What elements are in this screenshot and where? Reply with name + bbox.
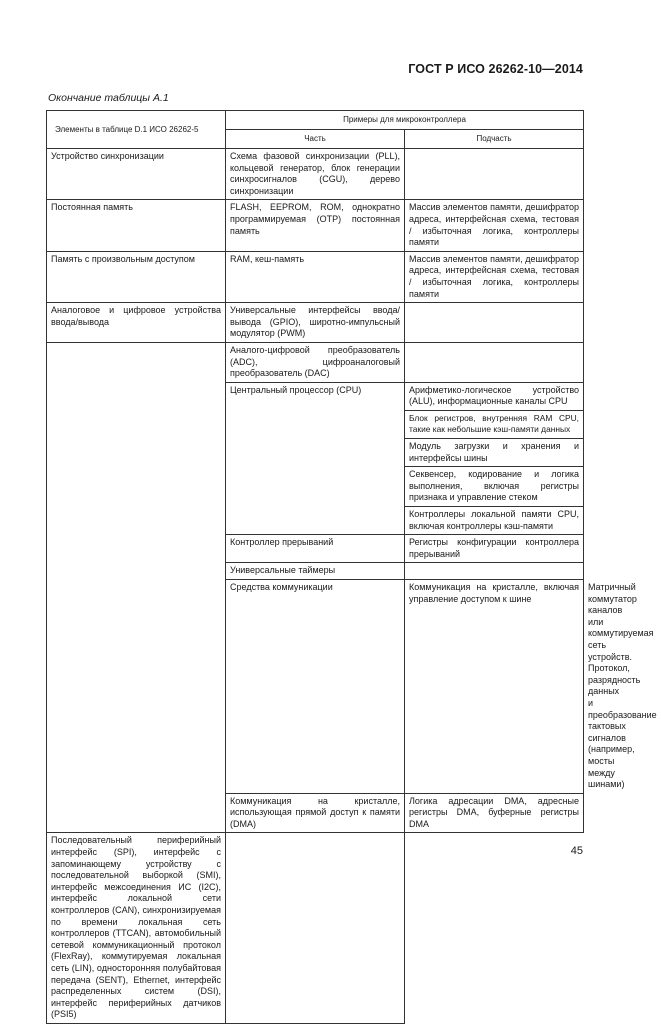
page-number: 45 xyxy=(570,845,583,857)
element-cell: Аналоговое и цифровое устройства ввода/вывода xyxy=(47,303,226,343)
subpart-cell: Секвенсер, кодирование и логика выполнения, включая регистры признака и управление стеком xyxy=(405,467,584,507)
part-cell: Последовательный периферийный интерфейс (SPI), интерфейс с запоминающему устройству с последовательной выборкой (SMI), интерфейс межсоединения ИС (I2C), интерфейс локальной сети контроллеров (CAN), синхронизируемая по времени локальная сеть контроллеров (TTCAN), автомобильный сетевой коммуникационный протокол (FlexRay), коммутируемая локальная сеть (LIN), односторонняя полубайтовая передача (SENT), Ethernet, интерфейс распределенных систем (DSI), интерфейс периферийных датчиков (PSI5) xyxy=(47,833,226,1024)
part-cell: Контроллер прерываний xyxy=(226,535,405,563)
part-cell: Центральный процессор (CPU) xyxy=(226,382,405,535)
table-row xyxy=(47,342,584,382)
subpart-cell: Блок регистров, внутренняя RAM CPU, такие как небольшие кэш-памяти данных xyxy=(405,410,584,438)
table-row xyxy=(47,200,584,251)
element-cell: Память с произвольным доступом xyxy=(47,251,226,302)
table-row xyxy=(47,303,584,343)
table-caption: Окончание таблицы А.1 xyxy=(48,92,169,104)
part-cell: Универсальные интерфейсы ввода/вывода (GPIO), широтно-импульсный модулятор (PWM) xyxy=(226,303,405,343)
table-row xyxy=(47,149,584,200)
element-cell: Средства коммуникации xyxy=(226,580,405,794)
subpart-cell: Массив элементов памяти, дешифратор адреса, интерфейсная схема, тестовая / избыточная логика, контроллеры памяти xyxy=(405,200,584,251)
column-header-elements: Элементы в таблице D.1 ИСО 26262-5 xyxy=(47,111,226,149)
part-cell: Коммуникация на кристалле, включая управление доступом к шине xyxy=(405,580,584,794)
part-cell: FLASH, EEPROM, ROM, однократно программируемая (OTP) постоянная память xyxy=(226,200,405,251)
table-row xyxy=(47,251,584,302)
subpart-cell: Массив элементов памяти, дешифратор адреса, интерфейсная схема, тестовая / избыточная логика, контроллеры памяти xyxy=(405,251,584,302)
column-header-subpart: Подчасть xyxy=(405,130,584,149)
subpart-cell xyxy=(405,342,584,382)
column-header-examples: Примеры для микроконтроллера xyxy=(226,111,584,130)
subpart-cell: Регистры конфигурации контроллера прерываний xyxy=(405,535,584,563)
part-cell: Схема фазовой синхронизации (PLL), кольцевой генератор, блок генерации синхросигналов (CGU), дерево синхронизации xyxy=(226,149,405,200)
table-header-row xyxy=(47,111,584,130)
subpart-cell: Арифметико-логическое устройство (ALU), информационные каналы CPU xyxy=(405,382,584,410)
subpart-cell: Логика адресации DMA, адресные регистры DMA, буферные регистры DMA xyxy=(405,793,584,833)
subpart-cell xyxy=(405,149,584,200)
table-row: Средства коммуникации Коммуникация на кристалле, включая управление доступом к шине Матричный коммутатор каналов или коммутируемая сеть устройств. Протокол, разрядность данных и преобразование тактовых сигналов (например, мосты между шинами) xyxy=(47,580,584,794)
table-row xyxy=(47,833,584,1024)
element-cell-empty xyxy=(47,342,226,833)
subpart-cell xyxy=(405,563,584,580)
subpart-cell xyxy=(226,833,405,1024)
part-cell: RAM, кеш-память xyxy=(226,251,405,302)
column-header-part: Часть xyxy=(226,130,405,149)
document-header: ГОСТ Р ИСО 26262-10—2014 xyxy=(408,62,583,76)
subpart-cell: Модуль загрузки и хранения и интерфейсы шины xyxy=(405,439,584,467)
subpart-cell: Контроллеры локальной памяти CPU, включая контроллеры кэш-памяти xyxy=(405,507,584,535)
element-cell: Постоянная память xyxy=(47,200,226,251)
part-cell: Универсальные таймеры xyxy=(226,563,405,580)
part-cell: Аналого-цифровой преобразователь (ADC), цифроаналоговый преобразователь (DAC) xyxy=(226,342,405,382)
element-cell: Устройство синхронизации xyxy=(47,149,226,200)
part-cell: Коммуникация на кристалле, использующая прямой доступ к памяти (DMA) xyxy=(226,793,405,833)
microcontroller-examples-table xyxy=(46,110,657,1024)
subpart-cell xyxy=(405,303,584,343)
